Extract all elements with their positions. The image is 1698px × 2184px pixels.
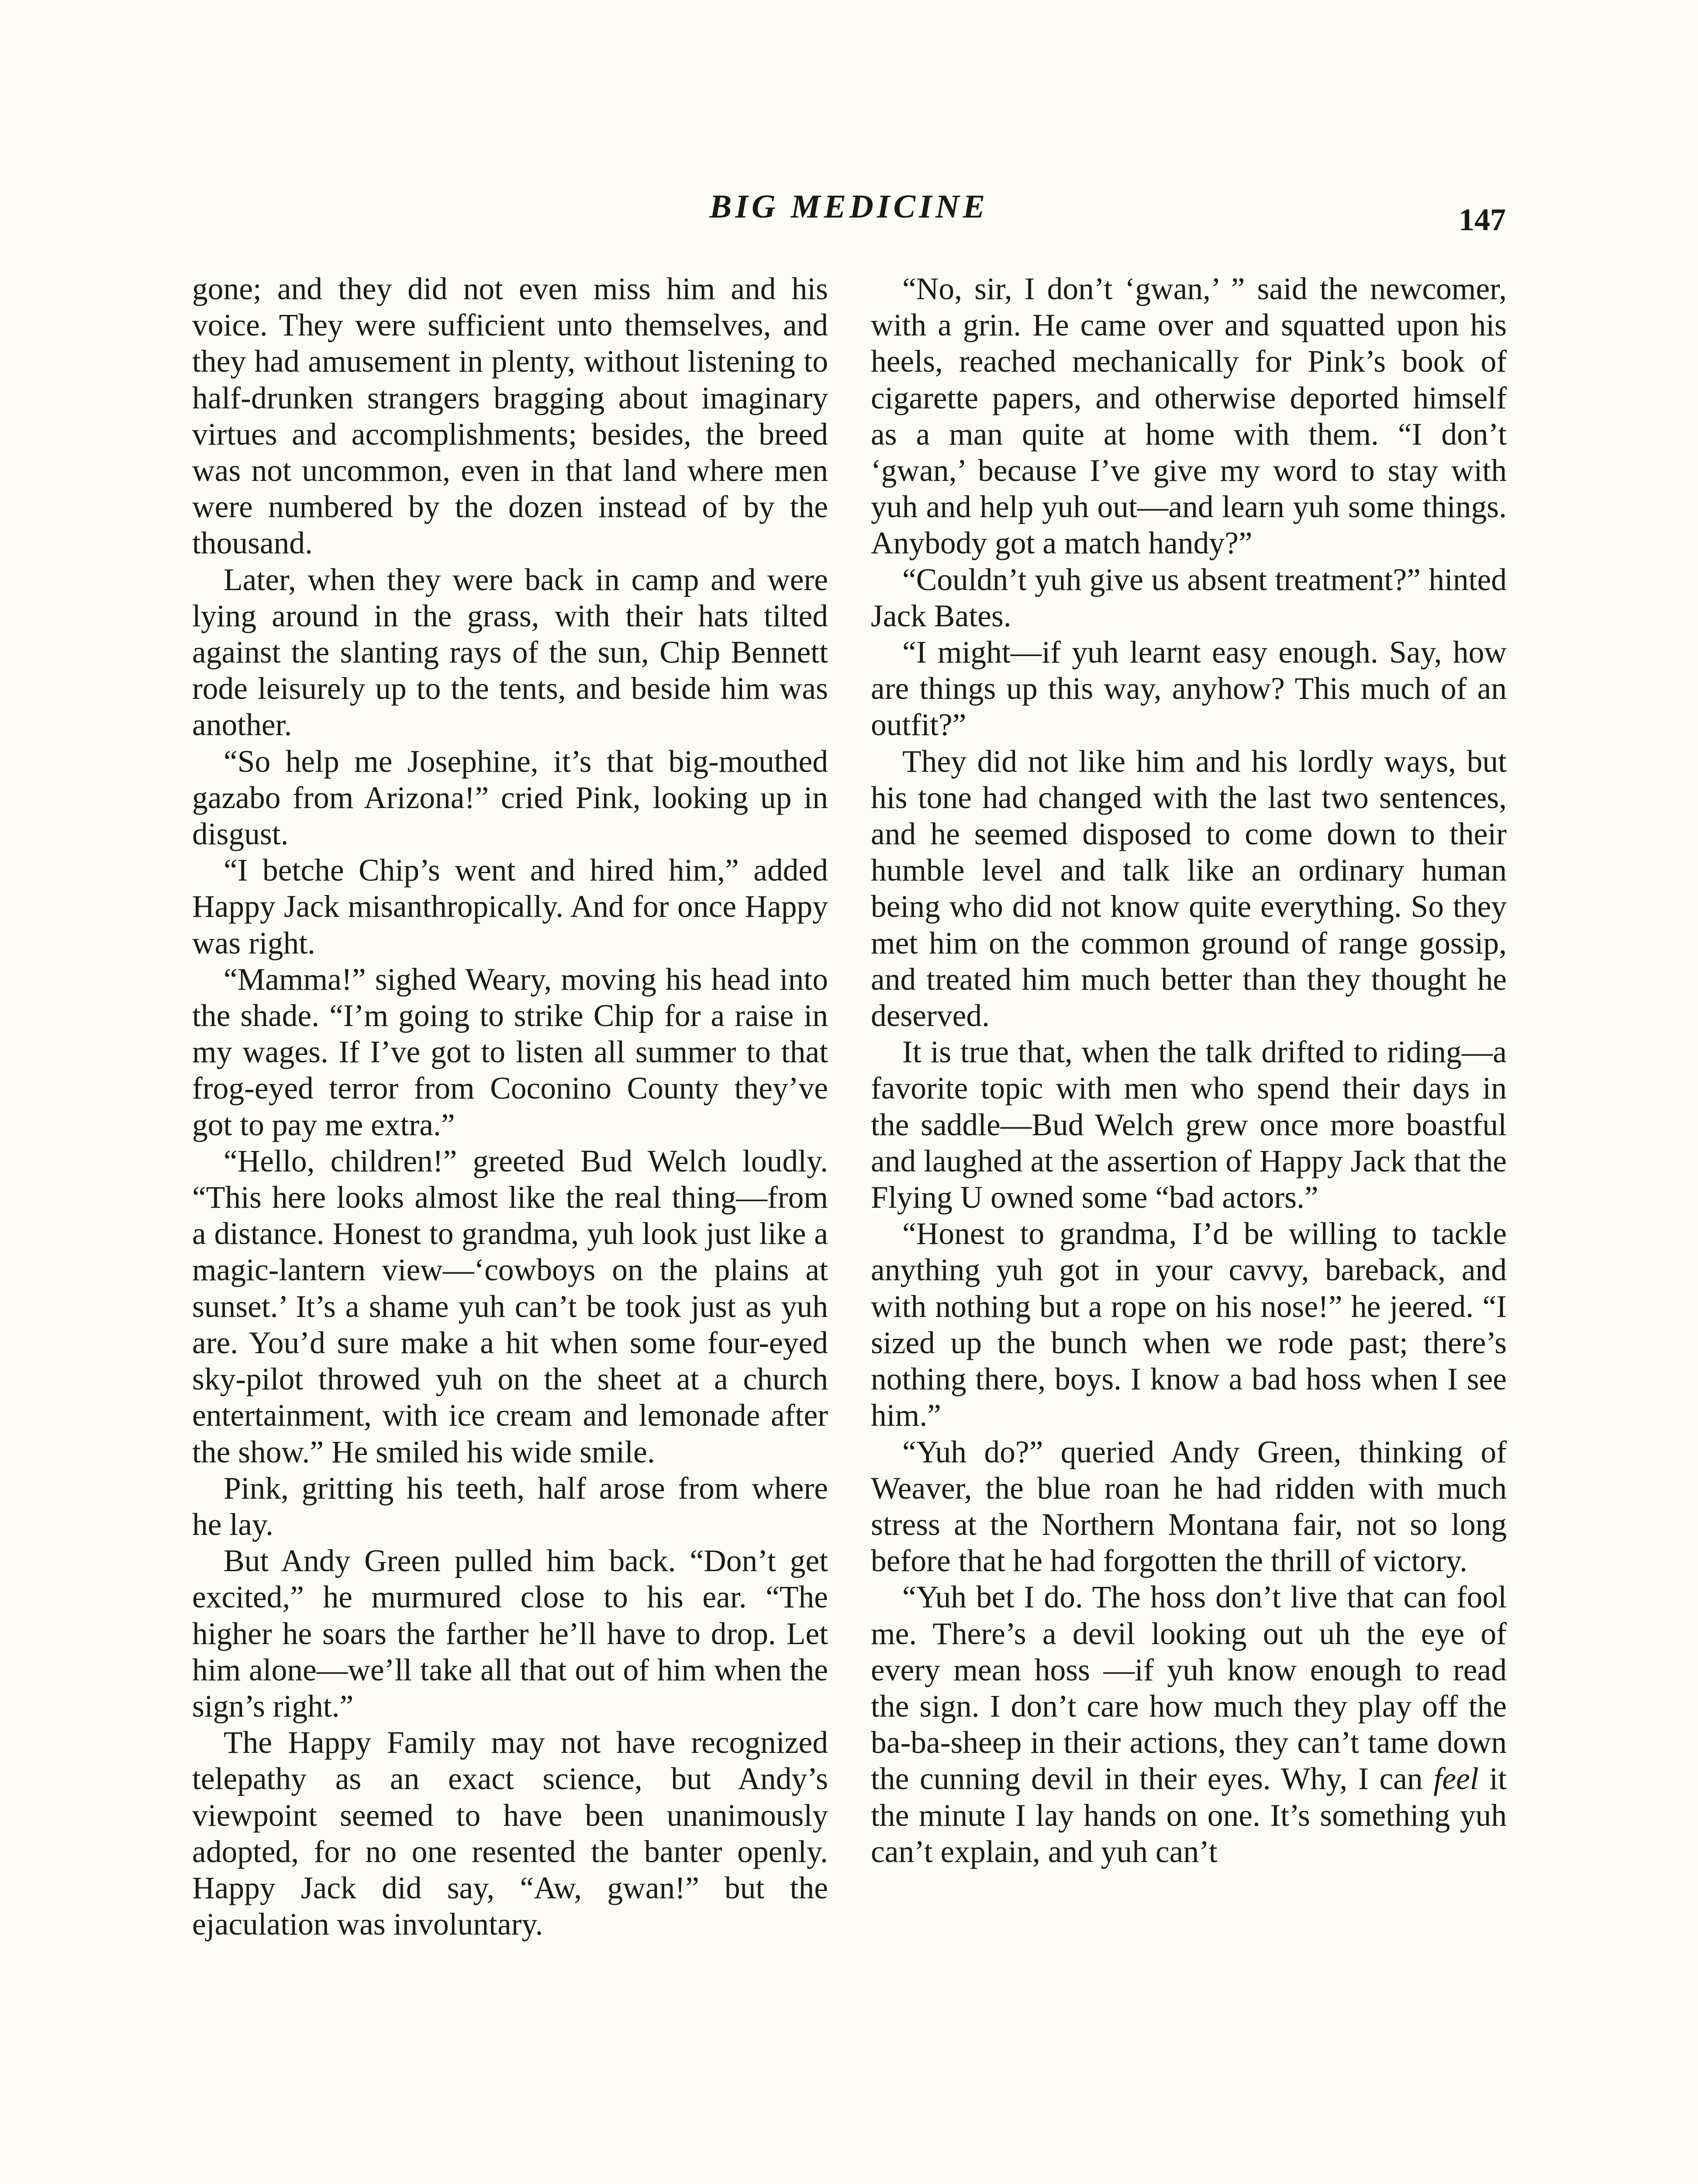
paragraph: gone; and they did not even miss him and his voice. They were sufficient unto themselves, and they had amusement in plenty, without listening to half-drunken strangers bragging about imaginary virtues and accomplishments; besides, the breed was not uncommon, even in that land where men were numbered by the dozen instead of by the thousand. (192, 272, 828, 561)
paragraph: “Yuh do?” queried Andy Green, thinking of Weaver, the blue roan he had ridden with much stress at the Northern Montana fair, not so long before that he had forgotten the thrill of victory. (871, 1434, 1507, 1579)
running-title: BIG MEDICINE (709, 188, 989, 225)
paragraph: “I betche Chip’s went and hired him,” added Happy Jack misanthropically. And for once Happy was right. (192, 853, 828, 961)
paragraph: The Happy Family may not have recognized telepathy as an exact science, but Andy’s viewpoint seemed to have been unanimously adopted, for no one resented the banter openly. Happy Jack did say, “Aw, gwan!” but the ejaculation was involuntary. (192, 1725, 828, 1942)
emphasis-text: feel (1433, 1762, 1479, 1797)
paragraph: They did not like him and his lordly ways, but his tone had changed with the last two sentences, and he seemed disposed to come down to their humble level and talk like an ordinary human being who did not know quite everything. So they met him on the common ground of range gossip, and treated him much better than they thought he deserved. (871, 744, 1507, 1033)
left-column (192, 271, 828, 1942)
page-number: 147 (1459, 202, 1506, 237)
paragraph: “I might—if yuh learnt easy enough. Say, how are things up this way, anyhow? This much of an outfit?” (871, 635, 1507, 743)
paragraph: “So help me Josephine, it’s that big-mouthed gazabo from Arizona!” cried Pink, looking up in disgust. (192, 744, 828, 852)
paragraph-text: it the minute I lay hands on one. It’s something yuh can’t explain, and yuh can’t (871, 1762, 1507, 1869)
right-column (871, 271, 1507, 1870)
paragraph: “No, sir, I don’t ‘gwan,’ ” said the newcomer, with a grin. He came over and squatted upon his heels, reached mechanically for Pink’s book of cigarette papers, and otherwise deported himself as a man quite at home with them. “I don’t ‘gwan,’ because I’ve give my word to stay with yuh and help yuh out—and learn yuh some things. Anybody got a match handy?” (871, 272, 1507, 561)
paragraph: “Couldn’t yuh give us absent treatment?” hinted Jack Bates. (871, 562, 1507, 633)
paragraph (871, 1579, 1507, 1870)
paragraph: Pink, gritting his teeth, half arose from where he lay. (192, 1471, 828, 1542)
paragraph: “Hello, children!” greeted Bud Welch loudly. “This here looks almost like the real thing—from a distance. Honest to grandma, yuh look just like a magic-lantern view—‘cowboys on the plains at sunset.’ It’s a shame yuh can’t be took just as yuh are. You’d sure make a hit when some four-eyed sky-pilot throwed yuh on the sheet at a church entertainment, with ice cream and lemonade after the show.” He smiled his wide smile. (192, 1144, 828, 1469)
paragraph-text: “Yuh bet I do. The hoss don’t live that can fool me. There’s a devil looking out uh the eye of every mean hoss —if yuh know enough to read the sign. I don’t care how much they play off the ba-ba-sheep in their actions, they can’t tame down the cunning devil in their eyes. Why, I can (871, 1580, 1507, 1797)
paragraph: Later, when they were back in camp and were lying around in the grass, with their hats tilted against the slanting rays of the sun, Chip Bennett rode leisurely up to the tents, and beside him was another. (192, 562, 828, 743)
paragraph: “Mamma!” sighed Weary, moving his head into the shade. “I’m going to strike Chip for a raise in my wages. If I’ve got to listen all summer to that frog-eyed terror from Coconino County they’ve got to pay me extra.” (192, 962, 828, 1142)
paragraph: “Honest to grandma, I’d be willing to tackle anything yuh got in your cavvy, bareback, and with nothing but a rope on his nose!” he jeered. “I sized up the bunch when we rode past; there’s nothing there, boys. I know a bad hoss when I see him.” (871, 1216, 1507, 1433)
paragraph: But Andy Green pulled him back. “Don’t get excited,” he murmured close to his ear. “The higher he soars the farther he’ll have to drop. Let him alone—we’ll take all that out of him when the sign’s right.” (192, 1544, 828, 1724)
paragraph: It is true that, when the talk drifted to riding—a favorite topic with men who spend their days in the saddle—Bud Welch grew once more boastful and laughed at the assertion of Happy Jack that the Flying U owned some “bad actors.” (871, 1035, 1507, 1215)
